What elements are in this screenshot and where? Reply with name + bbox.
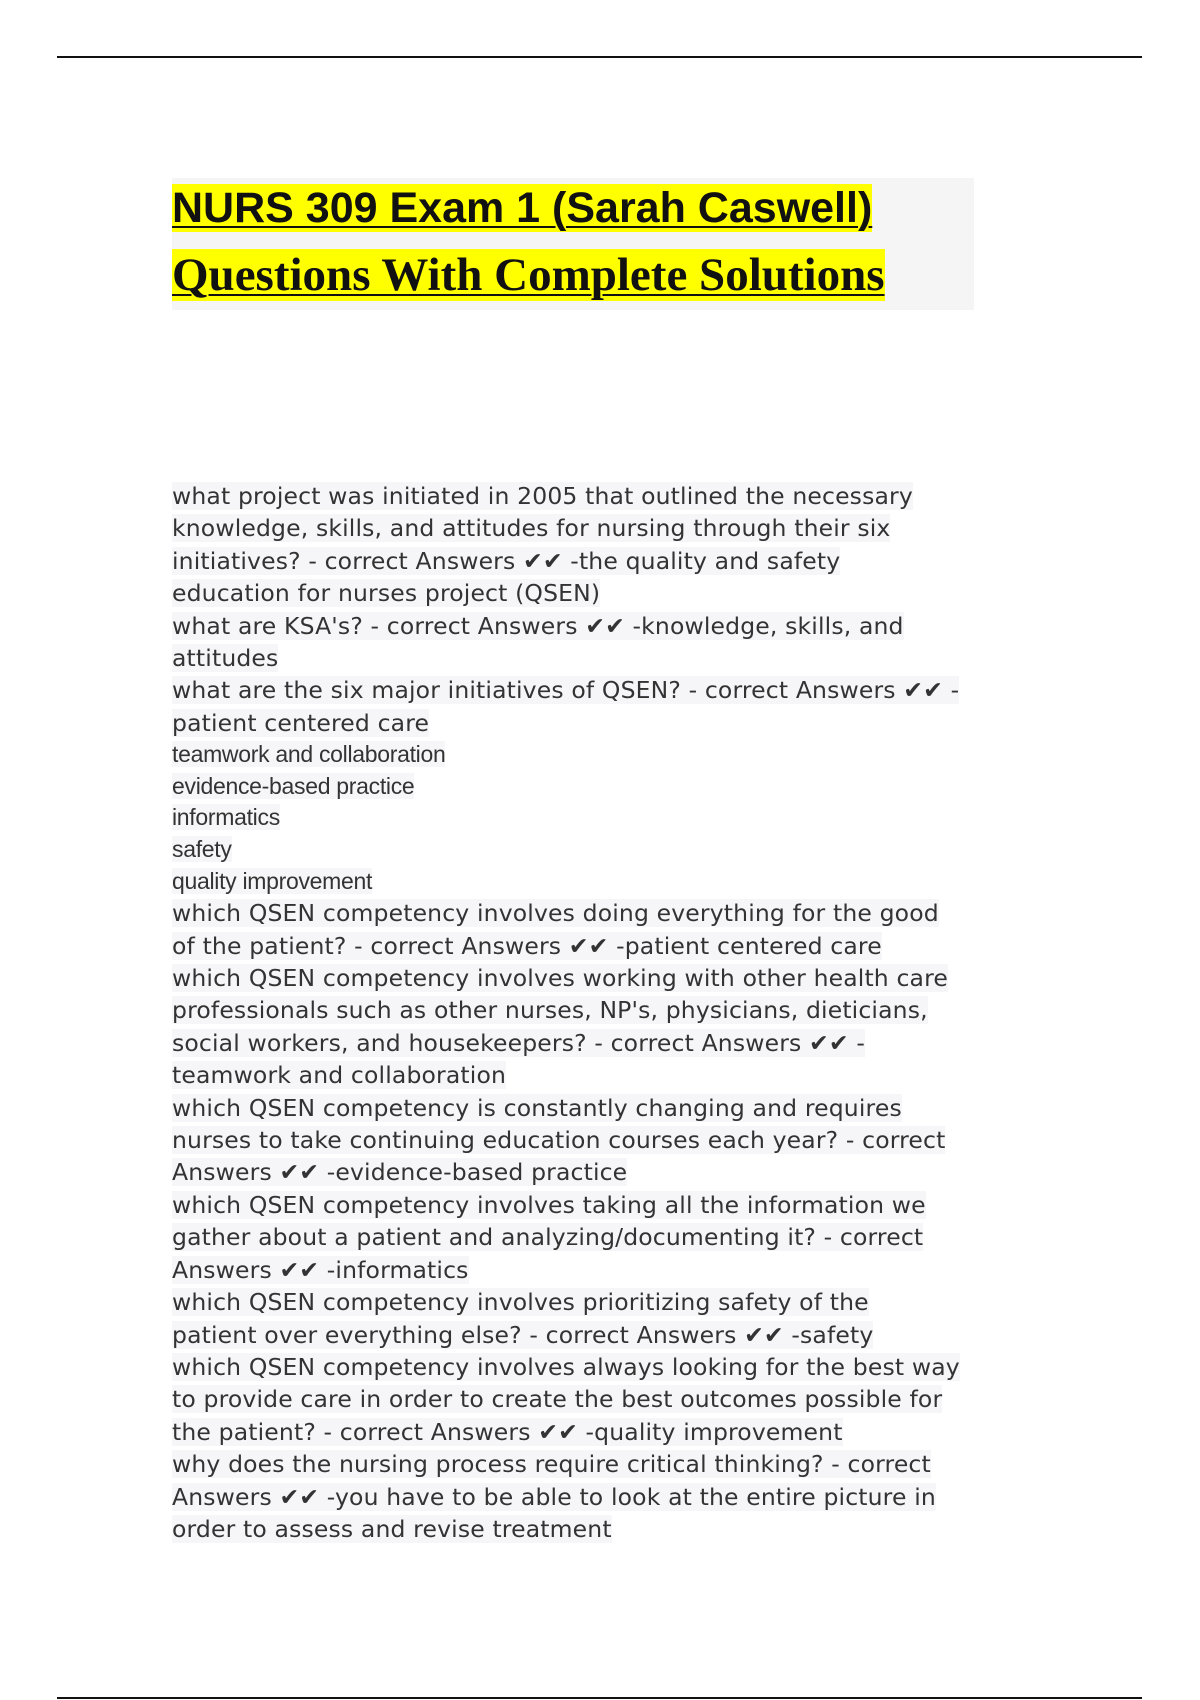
- text-line: which QSEN competency is constantly changing and requires: [172, 1093, 902, 1122]
- text-line: what are KSA's? - correct Answers ✔✔ -knowledge, skills, and: [172, 611, 904, 640]
- text-line: nurses to take continuing education courses each year? - correct: [172, 1126, 946, 1155]
- text-line: attitudes: [172, 644, 279, 673]
- text-line: teamwork and collaboration: [172, 1061, 507, 1090]
- text-line: which QSEN competency involves prioritizing safety of the: [172, 1288, 869, 1317]
- text-line: to provide care in order to create the best outcomes possible for: [172, 1385, 943, 1414]
- text-line: Answers ✔✔ -evidence-based practice: [172, 1158, 628, 1187]
- initiative-item: informatics: [172, 804, 280, 831]
- question-answer-text: [172, 480, 987, 1545]
- text-line: why does the nursing process require critical thinking? - correct: [172, 1450, 931, 1479]
- text-line: what are the six major initiatives of QSEN? - correct Answers ✔✔ -: [172, 676, 960, 705]
- text-line: knowledge, skills, and attitudes for nursing through their six: [172, 514, 891, 543]
- text-line: Answers ✔✔ -informatics: [172, 1255, 469, 1284]
- text-line: education for nurses project (QSEN): [172, 579, 601, 608]
- initiative-item: quality improvement: [172, 867, 373, 894]
- document-title: [172, 178, 974, 310]
- title-line-1: NURS 309 Exam 1 (Sarah Caswell): [172, 184, 873, 232]
- text-line: Answers ✔✔ -you have to be able to look at the entire picture in: [172, 1482, 936, 1511]
- bottom-divider: [57, 1697, 1142, 1699]
- text-line: patient over everything else? - correct Answers ✔✔ -safety: [172, 1320, 874, 1349]
- text-line: social workers, and housekeepers? - correct Answers ✔✔ -: [172, 1028, 865, 1057]
- text-line: which QSEN competency involves taking all the information we: [172, 1190, 926, 1219]
- text-line: patient centered care: [172, 708, 430, 737]
- text-line: which QSEN competency involves working with other health care: [172, 964, 948, 993]
- text-line: initiatives? - correct Answers ✔✔ -the quality and safety: [172, 546, 841, 575]
- text-line: the patient? - correct Answers ✔✔ -quality improvement: [172, 1417, 843, 1446]
- text-line: order to assess and revise treatment: [172, 1514, 612, 1543]
- text-line: professionals such as other nurses, NP's, physicians, dieticians,: [172, 996, 928, 1025]
- text-line: which QSEN competency involves always looking for the best way: [172, 1352, 960, 1381]
- text-line: of the patient? - correct Answers ✔✔ -patient centered care: [172, 931, 882, 960]
- text-line: which QSEN competency involves doing everything for the good: [172, 899, 939, 928]
- title-line-2: Questions With Complete Solutions: [172, 249, 885, 301]
- initiative-item: safety: [172, 836, 232, 863]
- initiative-item: evidence-based practice: [172, 772, 415, 799]
- text-line: gather about a patient and analyzing/documenting it? - correct: [172, 1223, 924, 1252]
- initiative-item: teamwork and collaboration: [172, 741, 446, 768]
- text-line: what project was initiated in 2005 that outlined the necessary: [172, 482, 913, 510]
- top-divider: [57, 56, 1142, 58]
